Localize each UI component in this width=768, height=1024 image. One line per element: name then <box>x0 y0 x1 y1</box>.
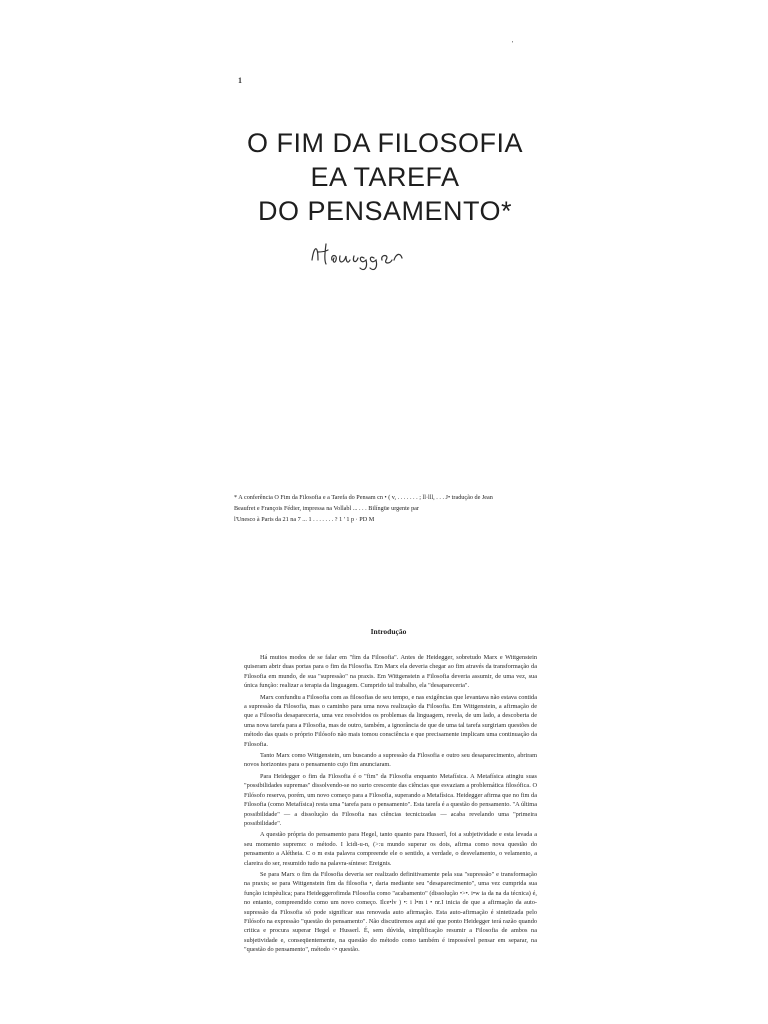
author-signature <box>308 238 468 279</box>
paragraph: Há muitos modos de se falar em "fim da Filosofia". Antes de Heidegger, sobretudo Marx e Wittgenstein quiseram abrir duas portas para o fim da Filosofia. Em Marx ela deveria chegar ao fim através da transformação da Filosofia em mundo, de sua "supressão" na praxis. Em Wittgenstein a Filosofia deveria assumir, de uma vez, sua única função: realizar a terapia da linguagem. Cumprido tal trabalho, ela "desapareceria". <box>244 654 537 690</box>
body-text <box>244 653 537 957</box>
paragraph: Marx confundiu a Filosofia com as filosofias de seu tempo, e nas exigências que levantava não estava contida a supressão da Filosofia, mas o caminho para uma nova realização da Filosofia. Em Wittgenstein, a afirmação de que a Filosofia desapareceria, uma vez resolvidos os problemas da linguagem, revela, de um lado, a descoberta de uma nova tarefa para a Filosofia, mas de outro, também, a ignorância de que de uma tal tarefa surgiriam questões de método das quais o próprio Filósofo não mais tomou consciência e que precisamente implicam uma continuação da Filosofia. <box>244 693 537 748</box>
title-line: EA TAREFA <box>310 162 460 192</box>
footnote <box>234 492 564 525</box>
paragraph: Se para Marx o fim da Filosofia deveria ser realizado definitivamente pela sua "supressão" e transformação na praxis; se para Wittgenstein fim da filosofia •, daria mediante seu "desaparecimento", uma vez cumprida sua função icinpèulica; para Heideggerofimda Filosofia como "acabamento" (dissolução •>•. i•w ia da na da técnica) é, no entanto, compreendido como um novo começo. Ilce•lv ) •: i l•m i • nr.I inicia de que a afirmação da auto-supressão da Filosofia só pode significar sua renovada auto afirmação. Esta auto-afirmação é sintetizada pelo Filósofo na expressão "questão do pensamento". Não discutiremos aqui até que ponto Heidegger terá razão quando critica e procura superar Hegel e Husserl. É, sem dúvida, simplificação resumir a Filosofia de ambos na subjetividade e, conseqüentemente, na questão do método como também é impossível pensar em separar, na "questão do pensamento", método <• questão. <box>244 870 537 954</box>
footnote-line: * A conferência O Fim da Filosofia e a Tarefa do Pensam cn • ( v, . . . . . . . ; ll·lll, . . . J• tradução de Jean <box>234 494 493 501</box>
paragraph: Para Heidegger o fim da Filosofia é o "fim" da Filosofia enquanto Metafísica. A Metafísica atingiu suas "possibilidades supremas" dissolvendo-se no surto crescente das ciências que esvaziam a problemática filosófica. O Filósofo reserva, porém, um novo começo para a Filosofia, superando a Metafísica. Heidegger afirma que no fim da Filosofia (como Metafísica) resta uma "tarefa para o pensamento". Esta tarefa é a questão do pensamento. "A última possibilidade" — a dissolução da Filosofia nas ciências tecnicizadas — acaba revelando uma "primeira possibilidade". <box>244 772 537 827</box>
page-mark-top: ' <box>512 40 514 48</box>
footnote-line: Beaufret e François Fédier, impressa na Vollabl ... . . . Bilíngüe urgente par <box>234 505 419 512</box>
signature-scribble-icon <box>308 238 468 274</box>
section-heading: Introdução <box>370 627 407 636</box>
title-line: DO PENSAMENTO* <box>257 196 513 226</box>
title-line: O FIM DA FILOSOFIA <box>246 128 524 158</box>
page-mark-left: 1 <box>238 76 242 85</box>
paragraph: Tanto Marx como Wittgenstein, um buscando a supressão da Filosofia e outro seu desaparecimento, abriram novos horizontes para o pensamento cujo fim anunciaram. <box>244 752 537 769</box>
document-title <box>180 126 590 228</box>
footnote-line: l'Unesco à Paris da 21 na 7 ... 1 . . . . . . . ? 1 ' 1 p · PD M <box>234 516 375 523</box>
paragraph: A questão própria do pensamento para Hegel, tanto quanto para Husserl, foi a subjetividade e esta levada a seu momento supremo: o método. I lcidi-u-n, (>:u mundo superar os dois, afirma como nova questão do pensamento a Alétheia. C o m esta palavra compreende ele o sentido, a verdade, o desvelamento, o velamento, a clareira do ser, resumido tudo na palavra-síntese: Ereignis. <box>244 831 537 867</box>
